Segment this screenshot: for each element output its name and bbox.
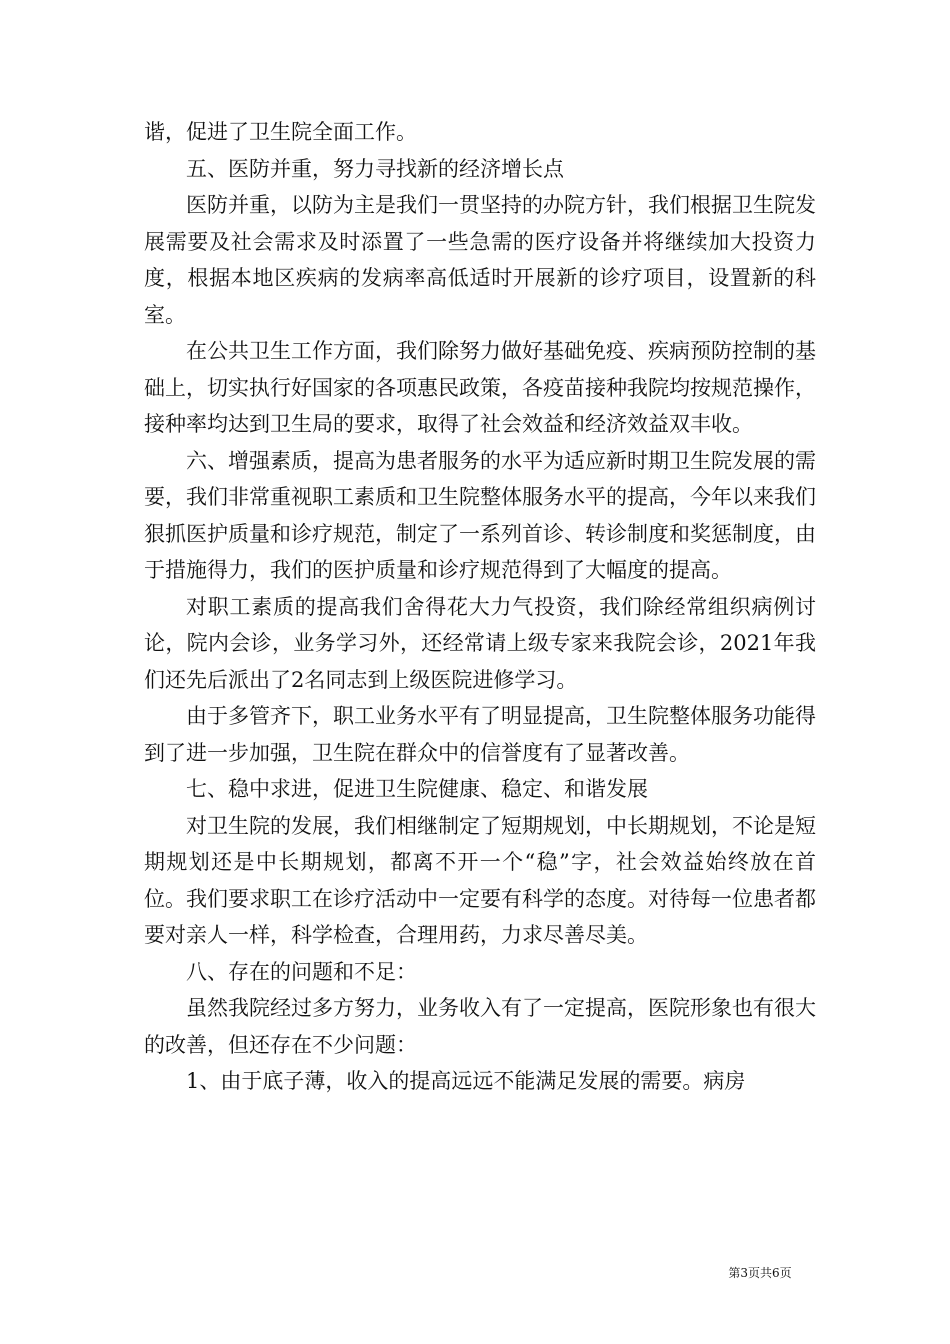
paragraph: 医防并重，以防为主是我们一贯坚持的办院方针，我们根据卫生院发展需要及社会需求及时添置了一些急需的医疗设备并将继续加大投资力度，根据本地区疾病的发病率高低适时开展新的诊疗项目，设置新的科室。 xyxy=(144,193,816,327)
paragraph: 对卫生院的发展，我们相继制定了短期规划，中长期规划，不论是短期规划还是中长期规划，都离不开一个“稳”字，社会效益始终放在首位。我们要求职工在诊疗活动中一定要有科学的态度。对待每一位患者都要对亲人一样，科学检查，合理用药，力求尽善尽美。 xyxy=(144,813,816,947)
paragraph: 六、增强素质，提高为患者服务的水平为适应新时期卫生院发展的需要，我们非常重视职工素质和卫生院整体服务水平的提高，今年以来我们狠抓医护质量和诊疗规范，制定了一系列首诊、转诊制度和奖惩制度，由于措施得力，我们的医护质量和诊疗规范得到了大幅度的提高。 xyxy=(144,448,816,582)
document-body xyxy=(144,114,816,1100)
paragraph: 五、医防并重，努力寻找新的经济增长点 xyxy=(186,156,564,181)
paragraph: 八、存在的问题和不足： xyxy=(186,959,417,984)
page-footer: 第3页共6页 xyxy=(728,1266,792,1280)
paragraph: 对职工素质的提高我们舍得花大力气投资，我们除经常组织病例讨论，院内会诊，业务学习外，还经常请上级专家来我院会诊，2021年我们还先后派出了2名同志到上级医院进修学习。 xyxy=(144,594,816,692)
paragraph: 由于多管齐下，职工业务水平有了明显提高，卫生院整体服务功能得到了进一步加强，卫生院在群众中的信誉度有了显著改善。 xyxy=(144,704,816,765)
paragraph: 在公共卫生工作方面，我们除努力做好基础免疫、疾病预防控制的基础上，切实执行好国家的各项惠民政策，各疫苗接种我院均按规范操作，接种率均达到卫生局的要求，取得了社会效益和经济效益双丰收。 xyxy=(144,339,816,436)
paragraph: 谐，促进了卫生院全面工作。 xyxy=(144,120,417,144)
paragraph: 1、由于底子薄，收入的提高远远不能满足发展的需要。病房 xyxy=(186,1069,746,1093)
paragraph: 七、稳中求进，促进卫生院健康、稳定、和谐发展 xyxy=(186,777,648,801)
paragraph: 虽然我院经过多方努力，业务收入有了一定提高，医院形象也有很大的改善，但还存在不少问题： xyxy=(144,996,816,1057)
